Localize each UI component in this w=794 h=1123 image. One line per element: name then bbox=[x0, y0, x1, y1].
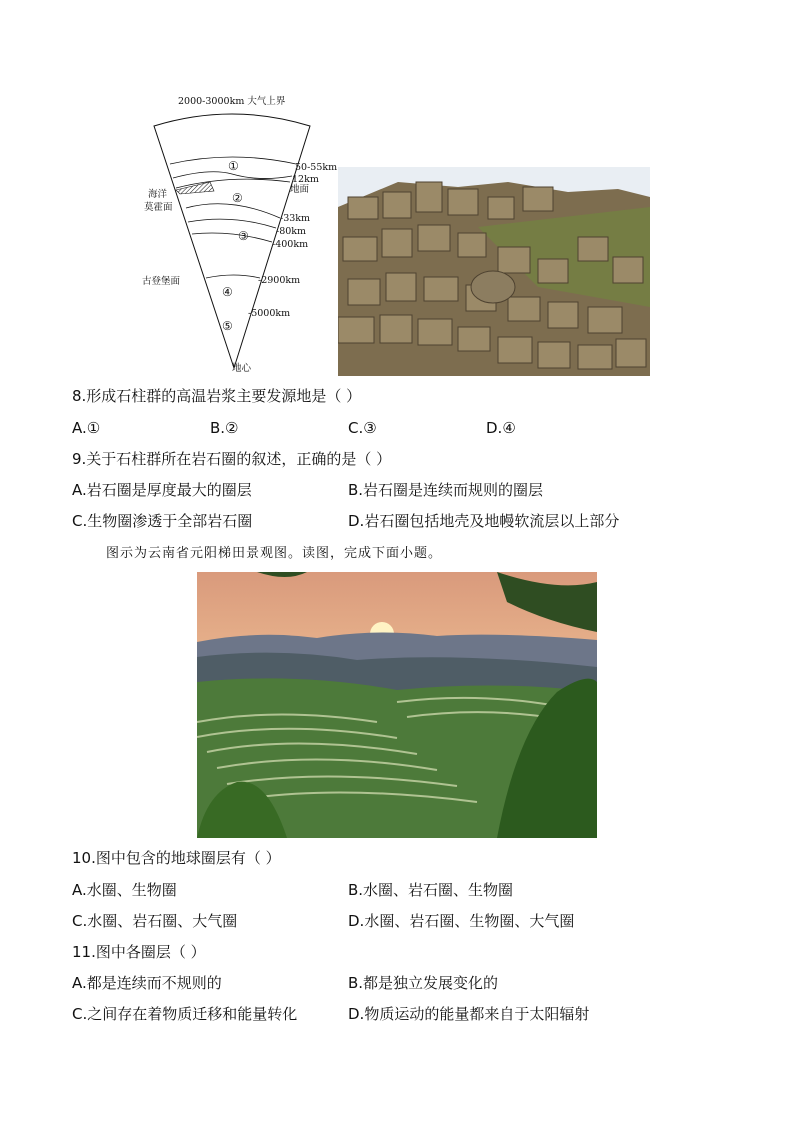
q8-option-b[interactable]: B.② bbox=[210, 419, 239, 437]
depth-label: -2900km bbox=[258, 275, 301, 286]
depth-label: -5000km bbox=[248, 308, 291, 319]
layer-1: ① bbox=[228, 159, 239, 173]
q8-option-d[interactable]: D.④ bbox=[486, 419, 516, 437]
q8-option-c[interactable]: C.③ bbox=[348, 419, 377, 437]
question-11-stem: 11.图中各圈层（ ） bbox=[72, 943, 206, 961]
layer-4: ④ bbox=[222, 285, 233, 299]
q11-option-d[interactable]: D.物质运动的能量都来自于太阳辐射 bbox=[348, 1005, 590, 1023]
q11-option-b[interactable]: B.都是独立发展变化的 bbox=[348, 974, 499, 992]
diagram-top-label: 2000-3000km 大气上界 bbox=[178, 96, 286, 107]
earth-structure-diagram bbox=[140, 90, 340, 375]
q9-option-c[interactable]: C.生物圈渗透于全部岩石圈 bbox=[72, 512, 253, 530]
q9-option-a[interactable]: A.岩石圈是厚度最大的圈层 bbox=[72, 481, 252, 499]
gutenberg-label: 古登堡面 bbox=[142, 276, 181, 287]
basalt-columns-photo bbox=[338, 167, 650, 376]
q10-option-d[interactable]: D.水圈、岩石圈、生物圈、大气圈 bbox=[348, 912, 575, 930]
center-label: 地心 bbox=[232, 363, 252, 374]
depth-label: -400km bbox=[272, 239, 309, 250]
q10-option-c[interactable]: C.水圈、岩石圈、大气圈 bbox=[72, 912, 238, 930]
question-8-stem: 8.形成石柱群的高温岩浆主要发源地是（ ） bbox=[72, 387, 362, 405]
q11-option-c[interactable]: C.之间存在着物质迁移和能量转化 bbox=[72, 1005, 298, 1023]
depth-label: 12km bbox=[292, 174, 319, 185]
question-10-stem: 10.图中包含的地球圈层有（ ） bbox=[72, 849, 281, 867]
moho-label: 莫霍面 bbox=[144, 202, 173, 213]
layer-5: ⑤ bbox=[222, 319, 233, 333]
q9-option-d[interactable]: D.岩石圈包括地壳及地幔软流层以上部分 bbox=[348, 512, 620, 530]
depth-label: 50-55km bbox=[295, 162, 338, 173]
q8-option-a[interactable]: A.① bbox=[72, 419, 101, 437]
depth-label: -33km bbox=[280, 213, 311, 224]
q10-option-a[interactable]: A.水圈、生物圈 bbox=[72, 881, 177, 899]
depth-label: 地面 bbox=[290, 184, 310, 195]
terrace-landscape-photo bbox=[197, 572, 597, 838]
q11-option-a[interactable]: A.都是连续而不规则的 bbox=[72, 974, 222, 992]
q9-option-b[interactable]: B.岩石圈是连续而规则的圈层 bbox=[348, 481, 544, 499]
passage-intro: 图示为云南省元阳梯田景观图。读图，完成下面小题。 bbox=[106, 546, 443, 561]
q10-option-b[interactable]: B.水圈、岩石圈、生物圈 bbox=[348, 881, 514, 899]
depth-label: -80km bbox=[276, 226, 307, 237]
question-9-stem: 9.关于石柱群所在岩石圈的叙述，正确的是（ ） bbox=[72, 450, 392, 468]
ocean-label: 海洋 bbox=[148, 189, 168, 200]
layer-2: ② bbox=[232, 191, 243, 205]
layer-3: ③ bbox=[238, 229, 249, 243]
